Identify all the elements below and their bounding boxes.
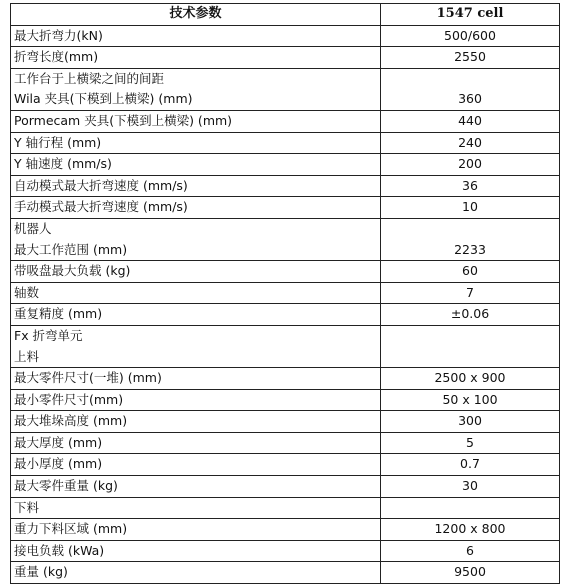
- param-label-cell: [11, 261, 381, 283]
- param-value: 6: [381, 540, 560, 562]
- table-row: [11, 368, 560, 390]
- param-label: 下料: [14, 499, 40, 515]
- param-value: 2500 x 900: [381, 368, 560, 390]
- param-label: 接电负载 (kWa): [14, 542, 105, 558]
- param-value: 30: [381, 476, 560, 498]
- header-param: 技术参数: [11, 4, 381, 26]
- param-value: 360: [381, 68, 560, 110]
- table-row: [11, 325, 560, 367]
- param-value: 60: [381, 261, 560, 283]
- param-label: Y 轴速度 (mm/s): [14, 156, 112, 172]
- param-label-cell: [11, 519, 381, 541]
- table-row: [11, 68, 560, 110]
- param-label: 上料: [14, 348, 40, 364]
- table-row: [11, 540, 560, 562]
- param-label-cell: [11, 562, 381, 584]
- table-row: [11, 282, 560, 304]
- param-value: 2233: [381, 218, 560, 260]
- param-label-cell: [11, 68, 381, 110]
- param-label: 最小厚度 (mm): [14, 456, 103, 472]
- param-label: Y 轴行程 (mm): [14, 134, 102, 150]
- param-value: 240: [381, 132, 560, 154]
- param-value: 50 x 100: [381, 389, 560, 411]
- param-label: 最大厚度 (mm): [14, 434, 103, 450]
- param-label-cell: [11, 389, 381, 411]
- param-label: Fx 折弯单元: [14, 327, 83, 343]
- param-label: 重力下料区域 (mm): [14, 521, 128, 537]
- param-label: 最大折弯力(kN): [14, 27, 103, 43]
- spec-table: [10, 3, 560, 584]
- param-value: 0.7: [381, 454, 560, 476]
- header-row: [11, 4, 560, 26]
- header-model: 1547 cell: [381, 4, 560, 26]
- param-label: 带吸盘最大负载 (kg): [14, 263, 131, 279]
- spec-body: [11, 25, 560, 583]
- param-label-cell: [11, 110, 381, 132]
- param-label-cell: [11, 132, 381, 154]
- param-value: 2550: [381, 47, 560, 69]
- table-row: [11, 47, 560, 69]
- param-label-cell: [11, 304, 381, 326]
- param-label: 重复精度 (mm): [14, 306, 103, 322]
- param-value: 7: [381, 282, 560, 304]
- param-value: 5: [381, 432, 560, 454]
- param-label: Wila 夹具(下模到上横梁) (mm): [14, 91, 193, 107]
- param-label-cell: [11, 218, 381, 260]
- param-label: 最大工作范围 (mm): [14, 241, 128, 257]
- table-row: [11, 175, 560, 197]
- param-label-cell: [11, 497, 381, 519]
- param-value: [381, 325, 560, 367]
- param-label: 最小零件尺寸(mm): [14, 391, 124, 407]
- param-label-cell: [11, 25, 381, 47]
- param-label: 自动模式最大折弯速度 (mm/s): [14, 177, 188, 193]
- param-label-cell: [11, 476, 381, 498]
- param-label: Pormecam 夹具(下模到上横梁) (mm): [14, 112, 233, 128]
- param-label-cell: [11, 154, 381, 176]
- param-value: 440: [381, 110, 560, 132]
- table-row: [11, 497, 560, 519]
- param-label: 机器人: [14, 220, 52, 236]
- param-label-cell: [11, 47, 381, 69]
- table-row: [11, 304, 560, 326]
- table-row: [11, 218, 560, 260]
- param-value: 36: [381, 175, 560, 197]
- table-row: [11, 411, 560, 433]
- table-row: [11, 454, 560, 476]
- param-value: 10: [381, 197, 560, 219]
- table-row: [11, 154, 560, 176]
- param-value: 9500: [381, 562, 560, 584]
- param-label-cell: [11, 325, 381, 367]
- param-label-cell: [11, 282, 381, 304]
- table-row: [11, 197, 560, 219]
- param-label-cell: [11, 197, 381, 219]
- table-row: [11, 562, 560, 584]
- param-value: [381, 497, 560, 519]
- table-row: [11, 389, 560, 411]
- table-row: [11, 519, 560, 541]
- param-label: 重量 (kg): [14, 564, 68, 580]
- param-label-cell: [11, 454, 381, 476]
- param-label: 最大零件尺寸(一堆) (mm): [14, 370, 162, 386]
- param-value: 300: [381, 411, 560, 433]
- table-row: [11, 110, 560, 132]
- param-value: 200: [381, 154, 560, 176]
- param-label-cell: [11, 175, 381, 197]
- param-label-cell: [11, 368, 381, 390]
- table-row: [11, 476, 560, 498]
- param-label: 轴数: [14, 284, 40, 300]
- param-label-cell: [11, 411, 381, 433]
- table-row: [11, 261, 560, 283]
- param-label-cell: [11, 540, 381, 562]
- param-value: 1200 x 800: [381, 519, 560, 541]
- param-label: 最大堆垛高度 (mm): [14, 413, 128, 429]
- param-label-cell: [11, 432, 381, 454]
- table-row: [11, 132, 560, 154]
- param-value: 500/600: [381, 25, 560, 47]
- param-value: ±0.06: [381, 304, 560, 326]
- table-row: [11, 432, 560, 454]
- param-label: 工作台于上横梁之间的间距: [14, 70, 165, 86]
- param-label: 手动模式最大折弯速度 (mm/s): [14, 199, 188, 215]
- param-label: 折弯长度(mm): [14, 49, 99, 65]
- table-row: [11, 25, 560, 47]
- param-label: 最大零件重量 (kg): [14, 478, 118, 494]
